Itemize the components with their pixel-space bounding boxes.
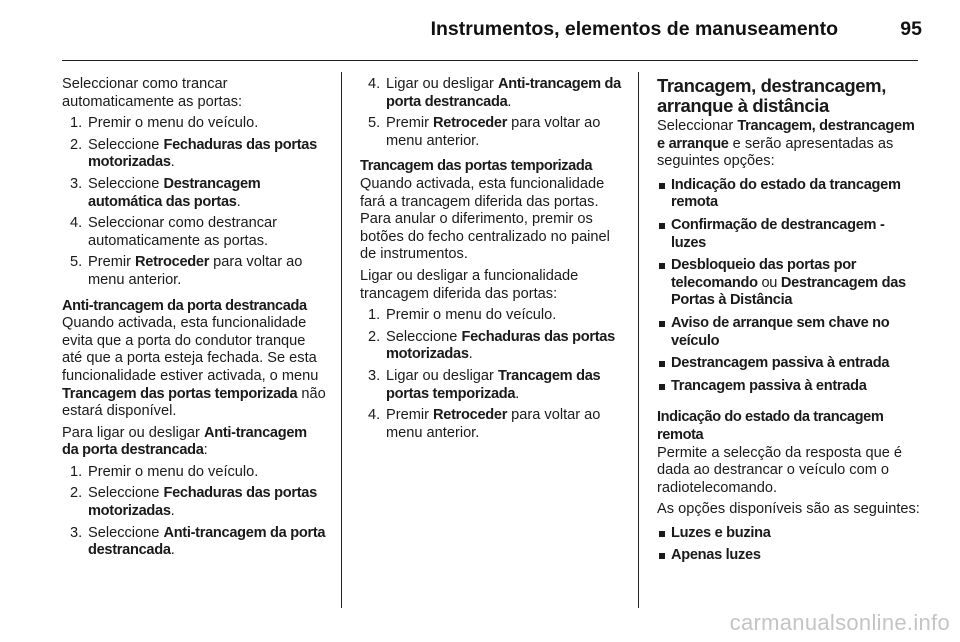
steps-list [360,307,624,442]
header-rule [62,60,918,61]
intro-line: automaticamente as portas: [62,93,243,110]
list-item: 4. Seleccionar como destrancar automaticamente as portas. [70,215,277,249]
section-description: Permite a selecção da resposta que é dada ao destrancar o veículo com o radiotelecomando. [657,444,902,496]
list-item: 4. Ligar ou desligar Anti-trancagem da porta destrancada. [368,76,621,110]
section-description: Quando activada, esta funcionalidade evita que a porta do condutor tranque até que a porta esteja fechada. Se esta funcionalidade estiver activada, o menu Trancagem das portas temporizada não estará disponível. [62,315,326,420]
steps-list [62,464,326,560]
site-watermark: carmanualsonline.info [729,610,950,635]
page-number: 95 [900,18,922,40]
section-heading: Trancagem, destrancagem, arranque à distância [657,75,886,116]
list-item: Confirmação de destrancagem - luzes [657,217,923,252]
available-options-label: As opções disponíveis são as seguintes: [657,501,920,518]
list-item: 1. Premir o menu do veículo. [368,307,557,324]
list-item: 5. Premir Retroceder para voltar ao menu anterior. [368,115,601,149]
square-bullet-icon [659,531,665,537]
list-item: 2. Seleccione Fechaduras das portas motorizadas. [70,136,317,171]
list-item: Indicação do estado da trancagem remota [657,177,923,212]
list-item: Aviso de arranque sem chave no veículo [657,315,923,350]
square-bullet-icon [659,361,665,367]
toggle-instruction: Para ligar ou desligar Anti-trancagem da porta destrancada: [62,424,307,459]
list-item: Destrancagem passiva à entrada [657,355,923,373]
list-item: Luzes e buzina [657,525,923,543]
list-item: 4. Premir Retroceder para voltar ao menu anterior. [368,407,601,441]
section-title: Trancagem das portas temporizada [360,158,593,175]
toggle-instruction: Ligar ou desligar a funcionalidade trancagem diferida das portas: [360,267,579,302]
steps-list [62,115,326,289]
square-bullet-icon [659,223,665,229]
column-left [62,76,326,568]
list-item: 2. Seleccione Fechaduras das portas motorizadas. [70,485,317,520]
square-bullet-icon [659,384,665,390]
list-item: 3. Ligar ou desligar Trancagem das portas temporizada. [368,367,601,402]
list-item: 2. Seleccione Fechaduras das portas motorizadas. [368,328,615,363]
column-right [657,76,923,575]
square-bullet-icon [659,321,665,327]
page-header [0,0,960,60]
column-middle [360,76,624,450]
column-divider-left [341,72,342,608]
list-item: Apenas luzes [657,547,923,565]
column-divider-right [638,72,639,608]
section-title: Indicação do estado da trancagem remota [657,409,884,443]
list-item: 5. Premir Retroceder para voltar ao menu anterior. [70,254,303,288]
section-title: Anti-trancagem da porta destrancada [62,297,307,314]
section-description: Quando activada, esta funcionalidade fará a trancagem diferida das portas. Para anular o diferimento, premir os botões do fecho centralizado no painel de instrumentos. [360,175,610,263]
choices-list [657,525,923,565]
square-bullet-icon [659,183,665,189]
options-intro: Seleccionar Trancagem, destrancagem e arranque e serão apresentadas as seguintes opções: [657,118,915,170]
list-item: 3. Seleccione Anti-trancagem da porta destrancada. [70,524,326,559]
steps-list [360,76,624,150]
list-item: Trancagem passiva à entrada [657,378,923,396]
list-item: Desbloqueio das portas por telecomando ou Destrancagem das Portas à Distância [657,257,923,310]
options-list [657,177,923,396]
page-title: Instrumentos, elementos de manuseamento [430,18,838,40]
list-item: 3. Seleccione Destrancagem automática das portas. [70,175,261,210]
intro-line: Seleccionar como trancar [62,76,228,92]
list-item: 1. Premir o menu do veículo. [70,463,259,480]
square-bullet-icon [659,553,665,559]
list-item: 1. Premir o menu do veículo. [70,115,259,132]
square-bullet-icon [659,263,665,269]
